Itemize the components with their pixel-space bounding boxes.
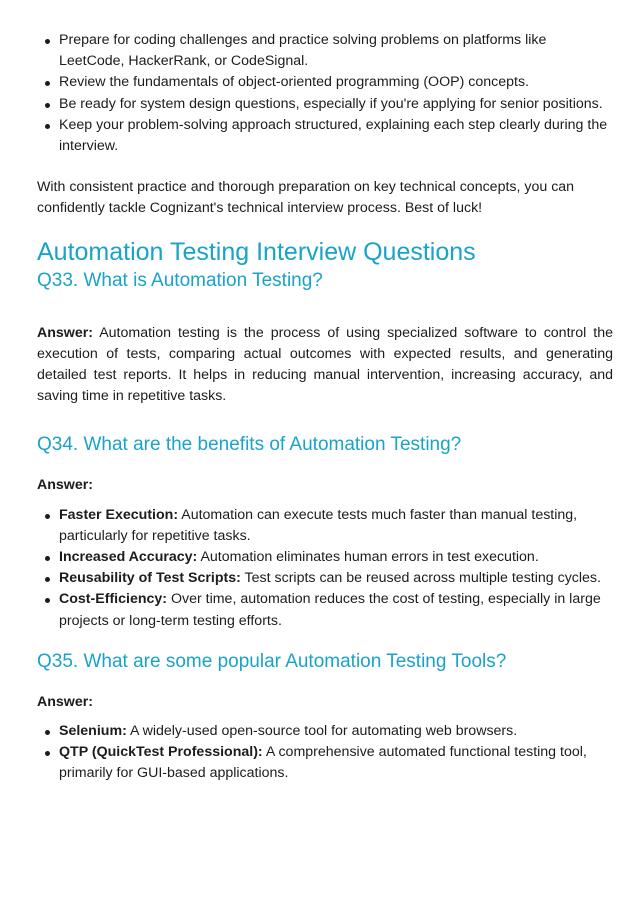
item-term: Reusability of Test Scripts: [59,570,241,587]
q34-title: Q34. What are the benefits of Automation Testing? [37,434,462,456]
list-item [37,589,613,631]
intro-bullet-list [37,30,613,157]
item-text: Automation eliminates human errors in test execution. [200,549,539,566]
q33-answer [37,323,613,408]
list-item [37,742,613,784]
answer-label: Answer: [37,693,93,710]
item-text: A widely-used open-source tool for automating web browsers. [129,723,518,740]
item-term: QTP (QuickTest Professional): [59,744,263,761]
item-text: Automation can execute tests much faster than manual testing, particularly for repetitive tasks. [59,506,578,544]
answer-label: Answer: [37,477,93,494]
document-page [37,30,613,785]
list-item: Be ready for system design questions, especially if you're applying for senior positions. [37,94,613,115]
item-text: Over time, automation reduces the cost of testing, especially in large projects or long-term testing efforts. [59,591,601,629]
item-term: Cost-Efficiency: [59,591,167,608]
section-title: Automation Testing Interview Questions [37,237,476,266]
q33-title: Q33. What is Automation Testing? [37,269,323,291]
q34-benefits-list [37,505,613,632]
answer-label: Answer: [37,324,93,341]
q35-answer-label [37,692,613,713]
list-item [37,505,613,547]
item-term: Selenium: [59,723,127,740]
item-text: A comprehensive automated functional testing tool, primarily for GUI-based applications. [59,744,587,782]
answer-text: Automation testing is the process of using specialized software to control the execution of tests, comparing actual outcomes with expected results, and generating detailed test reports. It helps in reducing manual intervention, increasing accuracy, and saving time in repetitive tasks. [37,324,613,405]
q34-answer-label [37,475,613,496]
list-item [37,547,613,568]
list-item: Review the fundamentals of object-oriented programming (OOP) concepts. [37,72,613,93]
item-term: Faster Execution: [59,506,179,523]
list-item [37,568,613,589]
item-term: Increased Accuracy: [59,549,198,566]
conclusion-paragraph: With consistent practice and thorough preparation on key technical concepts, you can confidently tackle Cognizant's technical interview process. Best of luck! [37,179,575,217]
q35-tools-list [37,721,613,785]
item-text: Test scripts can be reused across multiple testing cycles. [244,570,601,587]
list-item: Prepare for coding challenges and practice solving problems on platforms like LeetCode, HackerRank, or CodeSignal. [37,30,613,72]
q35-title: Q35. What are some popular Automation Testing Tools? [37,650,507,672]
list-item: Keep your problem-solving approach structured, explaining each step clearly during the interview. [37,115,613,157]
list-item [37,721,613,742]
